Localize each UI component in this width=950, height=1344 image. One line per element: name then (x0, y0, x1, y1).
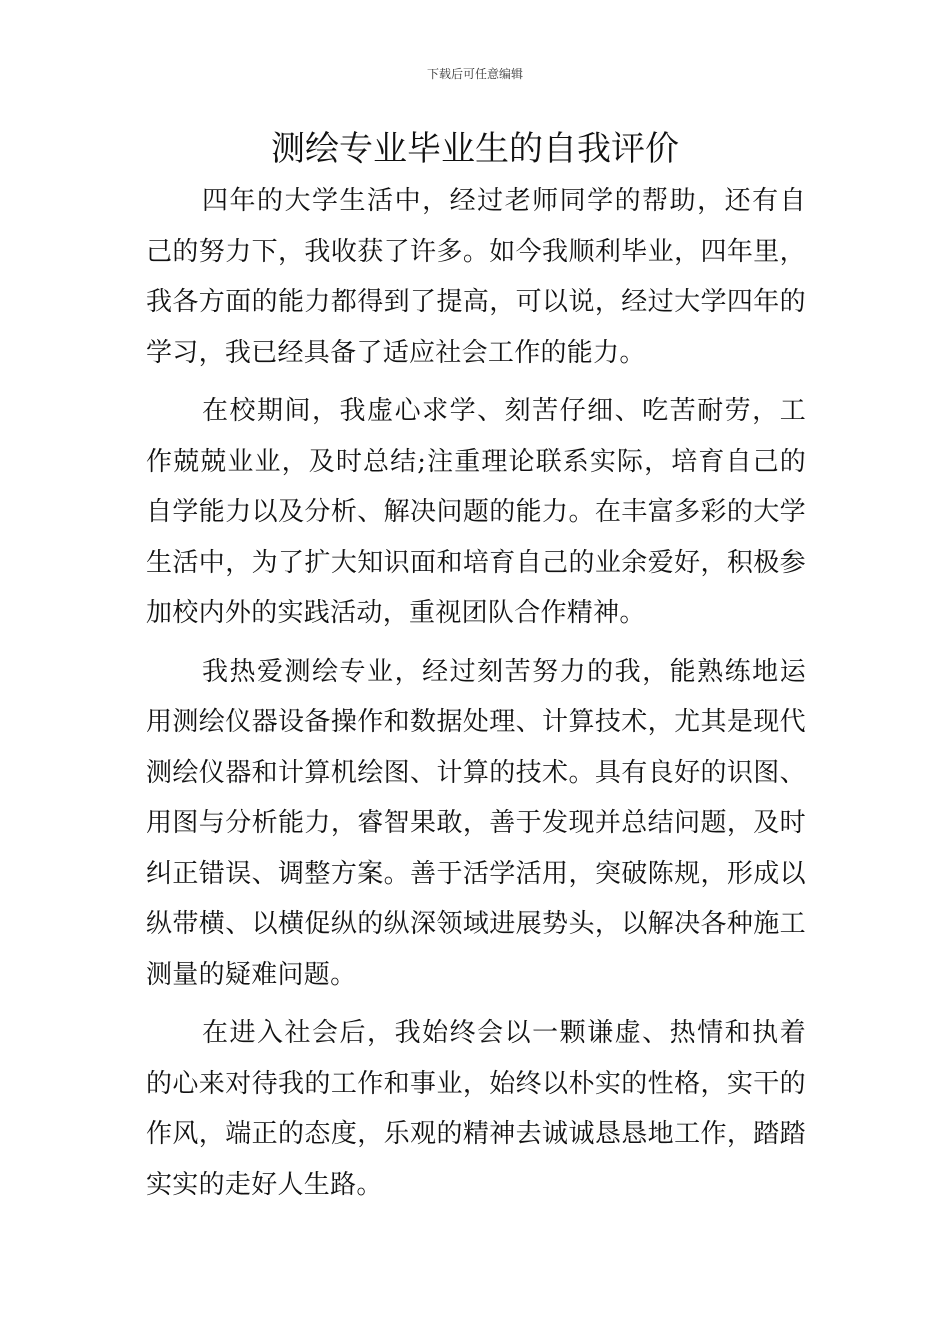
paragraph-4: 在进入社会后，我始终会以一颗谦虚、热情和执着的心来对待我的工作和事业，始终以朴实的性格，实干的作风，端正的态度，乐观的精神去诚诚恳恳地工作，踏踏实实的走好人生路。 (146, 1018, 806, 1200)
document-body (146, 176, 806, 1218)
document-title: 测绘专业毕业生的自我评价 (271, 129, 679, 169)
paragraph-1: 四年的大学生活中，经过老师同学的帮助，还有自己的努力下，我收获了许多。如今我顺利毕业，四年里，我各方面的能力都得到了提高，可以说，经过大学四年的学习，我已经具备了适应社会工作的能力。 (146, 186, 806, 368)
paragraph-2: 在校期间，我虚心求学、刻苦仔细、吃苦耐劳，工作兢兢业业，及时总结;注重理论联系实际，培育自己的自学能力以及分析、解决问题的能力。在丰富多彩的大学生活中，为了扩大知识面和培育自己的业余爱好，积极参加校内外的实践活动，重视团队合作精神。 (146, 396, 806, 628)
paragraph-3: 我热爱测绘专业，经过刻苦努力的我，能熟练地运用测绘仪器设备操作和数据处理、计算技术，尤其是现代测绘仪器和计算机绘图、计算的技术。具有良好的识图、用图与分析能力，睿智果敢，善于发现并总结问题，及时纠正错误、调整方案。善于活学活用，突破陈规，形成以纵带横、以横促纵的纵深领域进展势头，以解决各种施工测量的疑难问题。 (146, 656, 806, 990)
header-note: 下载后可任意编辑 (426, 67, 523, 81)
